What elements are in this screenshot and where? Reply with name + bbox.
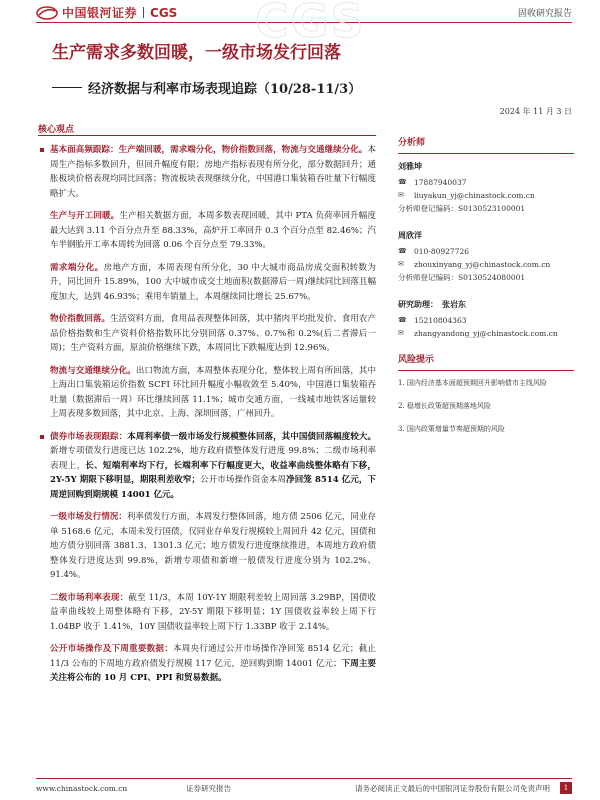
paragraph-demand [38, 261, 376, 305]
logo-text-cn: 中国银河证券 [62, 6, 138, 20]
risk-item: 3. 国内政策增量节奏超预期的风险 [398, 425, 505, 433]
risk-item: 2. 稳增长政策超预期落地风险 [398, 402, 491, 410]
paragraph-lead: 生产与开工回暖。 [50, 211, 120, 221]
bullet-icon [40, 435, 44, 439]
email-text: zhouxinyang_yj@chinastock.com.cn [414, 260, 551, 269]
email-icon: ✉ [398, 260, 404, 268]
assistant-email[interactable] [398, 327, 574, 340]
risk-item: 1. 国内经济基本面超预期回升影响债市主线风险 [398, 379, 547, 387]
assistant-phone [398, 314, 574, 327]
paragraph-lead: 一级市场发行情况： [50, 512, 127, 522]
email-text: zhangyandong_yj@chinastock.com.cn [414, 329, 558, 338]
phone-text: 010-80927726 [414, 247, 470, 256]
assistant-name: 张岩东 [442, 299, 466, 309]
core-views-heading: 核心观点 [38, 125, 75, 135]
analyst-email[interactable] [398, 189, 574, 202]
core-views-body [38, 143, 376, 694]
logo-emblem-icon [36, 6, 58, 20]
paragraph-secondary-market [38, 591, 376, 635]
paragraph-lead: 公开市场操作及下周重要数据： [50, 644, 173, 654]
email-icon: ✉ [398, 191, 404, 199]
logo-text-en: CGS [150, 5, 178, 20]
paragraph-lead: 物价指数回落。 [50, 314, 111, 324]
paragraph-prices [38, 312, 376, 356]
paragraph-emphasis: 长、短端利率均下行，长端利率下行幅度更大，收益率曲线整体略有下移，2Y-5Y 期限下移明显，期限利差收窄； [50, 460, 376, 485]
sidebar [398, 137, 574, 446]
analyst-email[interactable] [398, 258, 574, 271]
analyst-phone [398, 245, 574, 258]
phone-text: 15210804363 [414, 316, 467, 325]
paragraph-emphasis: 净回笼 8514 亿元，下周逆回购到期规模 14001 亿元。 [50, 475, 376, 500]
email-text: liuyakun_yj@chinastock.com.cn [414, 191, 535, 200]
subtitle-dash [52, 87, 82, 88]
assistant-label: 研究助理： [398, 299, 438, 309]
analyst-phone [398, 176, 574, 189]
logo-divider [143, 7, 144, 18]
paragraph-body: 截至 11/3，本周 10Y-1Y 期限利差较上周回落 3.29BP，国债收益率曲线较上周整体略有下移，2Y-5Y 期限下移明显；1Y 国债收益率较上周下行 1.04BP 收于 1.41%，10Y 国债收益率较上周下行 1.33BP 收于 2.14%。 [50, 592, 376, 632]
assistant-title [398, 298, 574, 311]
paragraph-body: 生活资料方面，食用品表现整体回落，其中猪肉平均批发价、食用农产品价格指数和生产资料价格指数环比分别回落 0.37%、0.7%和 0.2%(后二者滞后一周)；生产资料方面，原油价格继续下跌，本周同比下跌幅度达到 12.96%。 [50, 314, 376, 353]
paragraph-body: 生产相关数据方面，本周多数表现回暖，其中 PTA 负荷率回升幅度最大达到 3.11 个百分点升至 88.33%，高炉开工率回升 0.3 个百分点至 82.46%；汽车半钢胎开工率本周转为回落 0.06 个百分点至 79.33%。 [50, 211, 376, 250]
paragraph-emphasis: 本周利率债一级市场发行规模整体回落，其中国债回落幅度较大。 [127, 431, 376, 442]
paragraph-body: 新增专项债发行进度已达 102.2%，地方政府债整体发行进度 99.8%；二级市场利率表现上， [50, 446, 376, 471]
analyst-cert: 分析师登记编码：S0130524080001 [398, 273, 526, 282]
email-icon: ✉ [398, 329, 404, 337]
report-subtitle [52, 78, 361, 97]
analyst-card [398, 229, 574, 284]
analysts-heading: 分析师 [398, 137, 574, 154]
phone-icon: ☎ [398, 247, 407, 255]
paragraph-body: 本周生产指标多数回升，但回升幅度有限；房地产指标表现有所分化，部分数据回升；通胀板块价格表现均同比回落；物流板块表现继续分化，中国港口集装箱吞吐量下行幅度略扩大。 [50, 145, 376, 199]
report-title: 生产需求多数回暖，一级市场发行回落 [52, 43, 341, 63]
assistant-card [398, 298, 574, 340]
paragraph-lead: 债券市场表现跟踪： [50, 431, 128, 442]
footer-divider [36, 778, 572, 779]
paragraph-bond-market [38, 430, 376, 503]
paragraph-body: 利率债发行方面，本周发行整体回落，地方债 2506 亿元，同业存单 5168.6 亿元，本周未发行国债，仅同业存单发行规模较上周回升 42 亿元，国债和地方债分别回落 3881.3、1301.3 亿元；地方债发行进度继续推进，本周地方政府债整体发行进度达到 99.8%，新增专项债和新增一般债发行进度分别为 102.2%、91.4%。 [50, 512, 376, 580]
paragraph-body: 出口物流方面，本周整体表现分化，整体较上周有所回落，其中上海出口集装箱运价指数 SCFI 环比回升幅度小幅收敛至 5.40%，中国港口集装箱吞吐量（数据滞后一周）环比继续回落 11.1%；城市交通方面，一线城市地铁客运量较上周表现多数回落，其中北京、上海、深圳回落，广州回升。 [50, 365, 376, 419]
paragraph-open-market [38, 642, 376, 686]
footer-website-link[interactable]: www.chinastock.com.cn [36, 783, 128, 793]
paragraph-lead: 物流与交通继续分化。 [50, 365, 136, 376]
paragraph-fundamentals [38, 143, 376, 201]
footer-disclaimer: 请务必阅读正文最后的中国银河证券股份有限公司免责声明 [355, 783, 550, 793]
watermark: CGS [255, 0, 366, 48]
analyst-card [398, 160, 574, 215]
paragraph-lead: 基本面高频跟踪：生产端回暖，需求端分化，物价指数回落，物流与交通继续分化。 [50, 145, 368, 155]
paragraph-emphasis: 下周主要关注将公布的 10 月 CPI、PPI 和贸易数据。 [50, 658, 376, 683]
analyst-name: 周欣洋 [398, 230, 422, 240]
paragraph-body: 房地产方面，本周表现有所分化，30 中大城市商品房成交面积转数为升，同比回升 15.89%，100 大中城市成交土地面积(数据滞后一周)继续同比回落且幅度加大，达到 46.93%；乘用车销量上，本周继续同比增长 25.67%。 [50, 262, 376, 302]
page-footer [36, 782, 572, 794]
phone-icon: ☎ [398, 316, 407, 324]
bullet-icon [40, 148, 44, 152]
analyst-name: 刘雅坤 [398, 161, 422, 171]
page-number: 1 [560, 782, 572, 794]
company-logo [36, 4, 177, 21]
core-views-divider [38, 135, 376, 136]
report-type: 固收研究报告 [517, 9, 572, 19]
paragraph-primary-market [38, 510, 376, 583]
subtitle-text: 经济数据与利率市场表现追踪（10/28-11/3） [88, 82, 362, 97]
risk-heading: 风险提示 [398, 354, 574, 371]
phone-icon: ☎ [398, 178, 407, 186]
paragraph-body: 本周央行通过公开市场操作净回笼 8514 亿元；截止 11/3 公布的下周地方政府债发行规模 117 亿元，逆回购到期 14001 亿元； [50, 644, 376, 669]
phone-text: 17887940037 [414, 178, 467, 187]
paragraph-production [38, 209, 376, 253]
paragraph-logistics [38, 364, 376, 422]
paragraph-lead: 二级市场利率表现： [50, 592, 129, 603]
analyst-cert: 分析师登记编码：S0130523100001 [398, 204, 526, 213]
report-date: 2024 年 11 月 3 日 [499, 107, 572, 116]
paragraph-body: 公开市场操作资金本周 [200, 475, 287, 485]
footer-doc-type: 证券研究报告 [186, 783, 231, 793]
paragraph-lead: 需求端分化。 [50, 262, 104, 273]
